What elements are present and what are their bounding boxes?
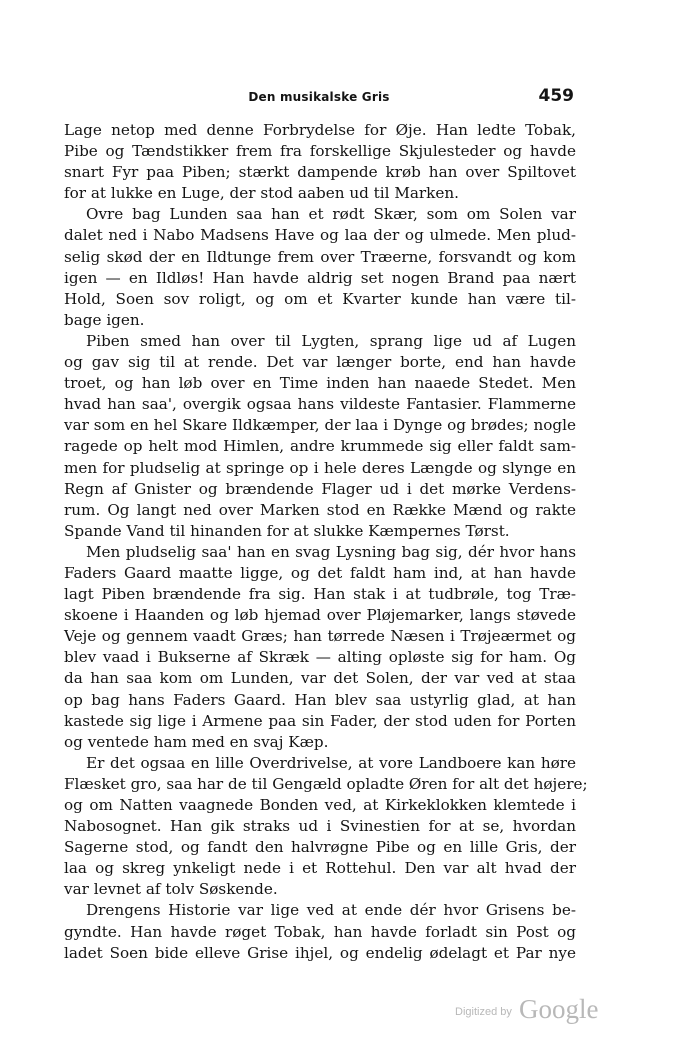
text-line: hvad han saa', overgik ogsaa hans vildeste Fantasier. Flammerne bbox=[64, 395, 576, 414]
text-line: snart Fyr paa Piben; stærkt dampende krøb han over Spiltovet bbox=[64, 163, 576, 182]
text-line: gyndte. Han havde røget Tobak, han havde forladt sin Post og bbox=[64, 922, 576, 941]
text-line: Lage netop med denne Forbrydelse for Øje. Han ledte Tobak, bbox=[64, 121, 576, 139]
text-line: ladet Soen bide elleve Grise ihjel, og endelig ødelagt et Par nye bbox=[64, 943, 576, 962]
text-line: Men pludselig saa' han en svag Lysning bag sig, dér hvor hans bbox=[86, 542, 576, 561]
page-header bbox=[64, 86, 574, 110]
watermark-prefix: Digitized by bbox=[455, 1006, 512, 1018]
text-line: Nabosognet. Han gik straks ud i Svinestien for at se, hvordan bbox=[64, 817, 576, 836]
text-line: da han saa kom om Lunden, var det Solen, der var ved at staa bbox=[64, 669, 576, 688]
running-title: Den musikalske Gris bbox=[248, 90, 390, 104]
text-line: Veje og gennem vaadt Græs; han tørrede Næsen i Trøjeærmet og bbox=[64, 627, 576, 646]
text-line: Faders Gaard maatte ligge, og det faldt ham ind, at han havde bbox=[64, 563, 576, 582]
google-logo: Google bbox=[518, 994, 599, 1024]
text-line: Hold, Soen sov roligt, og om et Kvarter kunde han være til- bbox=[64, 289, 576, 308]
text-line: Ovre bag Lunden saa han et rødt Skær, som om Solen var bbox=[86, 205, 576, 224]
text-line: dalet ned i Nabo Madsens Have og laa der og ulmede. Men plud- bbox=[64, 226, 576, 245]
text-line: men for pludselig at springe op i hele deres Længde og slynge en bbox=[64, 458, 576, 477]
text-line: var som en hel Skare Ildkæmper, der laa i Dynge og brødes; nogle bbox=[64, 416, 576, 435]
text-line: Er det ogsaa en lille Overdrivelse, at vore Landboere kan høre bbox=[86, 753, 576, 772]
text-line: Regn af Gnister og brændende Flager ud i det mørke Verdens- bbox=[64, 479, 576, 498]
text-line: Piben smed han over til Lygten, sprang lige ud af Lugen bbox=[86, 331, 576, 350]
text-line: op bag hans Faders Gaard. Han blev saa ustyrlig glad, at han bbox=[64, 690, 576, 709]
text-line: blev vaad i Bukserne af Skræk — alting opløste sig for ham. Og bbox=[64, 648, 576, 667]
text-line: ragede op helt mod Himlen, andre krummede sig eller faldt sam- bbox=[64, 437, 576, 456]
text-line: selig skød der en Ildtunge frem over Træerne, forsvandt og kom bbox=[64, 247, 576, 266]
text-line: Sagerne stod, og fandt den halvrøgne Pibe og en lille Gris, der bbox=[64, 838, 576, 857]
text-line: og om Natten vaagnede Bonden ved, at Kirkeklokken klemtede i bbox=[64, 796, 576, 814]
text-line: Flæsket gro, saa har de til Gengæld opladte Øren for alt det højere; bbox=[64, 774, 588, 793]
page-number: 459 bbox=[538, 86, 574, 106]
text-line: kastede sig lige i Armene paa sin Fader, der stod uden for Porten bbox=[64, 711, 576, 730]
text-line: bage igen. bbox=[64, 310, 145, 329]
text-line: Drengens Historie var lige ved at ende dér hvor Grisens be- bbox=[86, 901, 576, 920]
body-text bbox=[64, 120, 588, 964]
text-line: igen — en Ildløs! Han havde aldrig set nogen Brand paa nært bbox=[64, 268, 576, 287]
text-line: lagt Piben brændende fra sig. Han stak i at tudbrøle, tog Træ- bbox=[64, 585, 576, 604]
text-line: Pibe og Tændstikker frem fra forskellige Skjulesteder og havde bbox=[64, 142, 576, 161]
text-line: Spande Vand til hinanden for at slukke Kæmpernes Tørst. bbox=[64, 521, 510, 540]
text-line: og ventede ham med en svaj Kæp. bbox=[64, 732, 329, 751]
text-line: for at lukke en Luge, der stod aaben ud til Marken. bbox=[64, 184, 459, 203]
text-line: og gav sig til at rende. Det var længer borte, end han havde bbox=[64, 353, 576, 372]
text-line: troet, og han løb over en Time inden han naaede Stedet. Men bbox=[64, 374, 576, 393]
text-line: laa og skreg ynkeligt nede i et Rottehul. Den var alt hvad der bbox=[64, 859, 576, 878]
text-line: var levnet af tolv Søskende. bbox=[64, 880, 278, 899]
text-line: rum. Og langt ned over Marken stod en Række Mænd og rakte bbox=[64, 500, 576, 519]
text-line: skoene i Haanden og løb hjemad over Pløjemarker, langs støvede bbox=[64, 606, 576, 625]
digitized-by-google-watermark bbox=[455, 994, 598, 1025]
